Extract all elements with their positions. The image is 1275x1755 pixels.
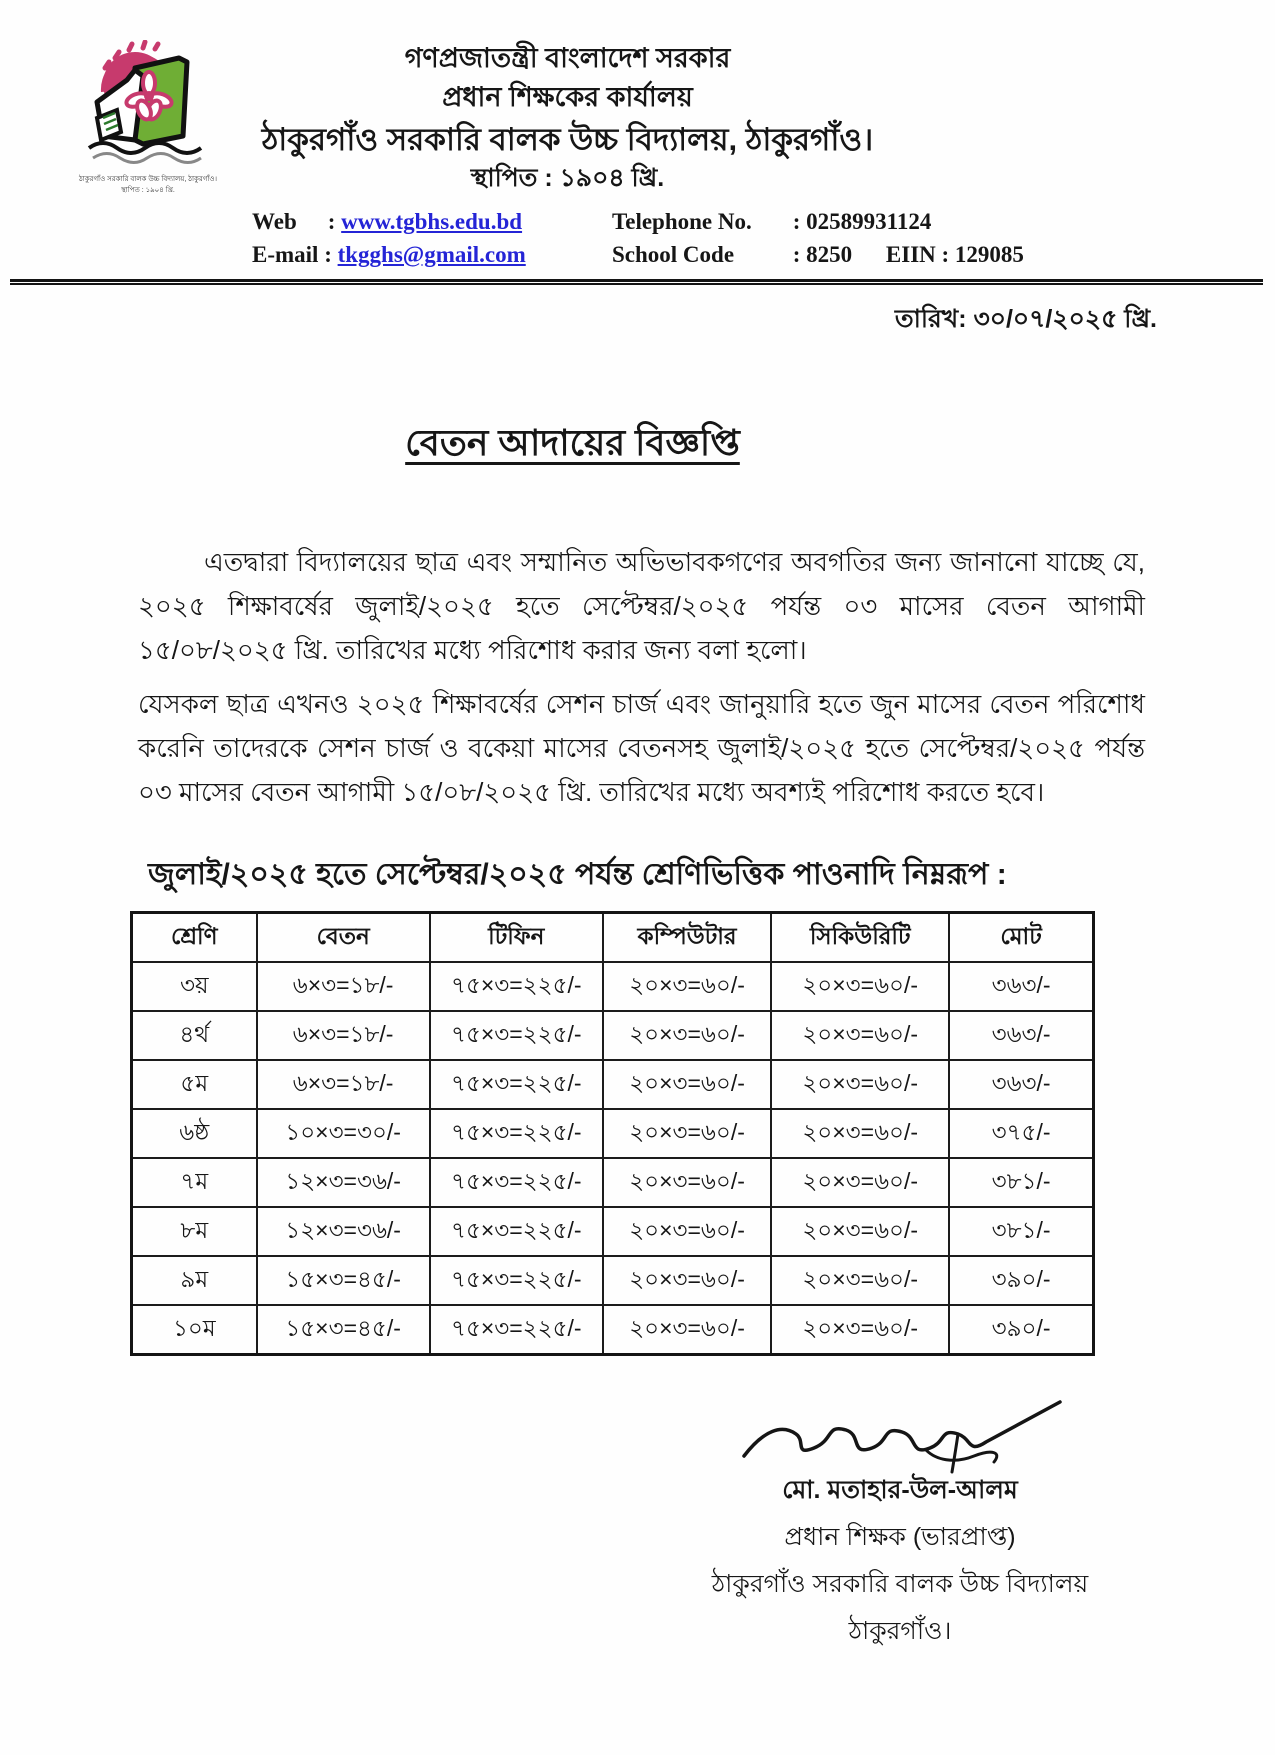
- table-row: [132, 1011, 1094, 1060]
- logo-caption-line1: ঠাকুরগাঁও সরকারি বালক উচ্চ বিদ্যালয়, ঠাকুরগাঁও।: [78, 176, 218, 183]
- fees-table-body: [132, 962, 1094, 1355]
- table-row: [132, 1256, 1094, 1305]
- header-row: [132, 912, 1094, 962]
- table-cell: ২০×৩=৬০/-: [603, 1011, 771, 1060]
- school-code-label: School Code: [612, 241, 735, 267]
- school-code-value: : 8250: [792, 241, 853, 267]
- phone-row: [612, 205, 1024, 238]
- signer-designation: প্রধান শিক্ষক (ভারপ্রাপ্ত): [784, 1522, 1016, 1551]
- table-cell: ১০ম: [132, 1305, 257, 1355]
- table-cell: ২০×৩=৬০/-: [771, 1060, 949, 1109]
- table-cell: ১৫×৩=৪৫/-: [257, 1305, 430, 1355]
- email-link[interactable]: tkgghs@gmail.com: [337, 241, 526, 267]
- signer-school: ঠাকুরগাঁও সরকারি বালক উচ্চ বিদ্যালয়: [711, 1569, 1089, 1598]
- table-cell: ৭ম: [132, 1158, 257, 1207]
- table-cell: ২০×৩=৬০/-: [771, 1011, 949, 1060]
- header-divider: [10, 279, 1263, 285]
- signer-name: মো. মতাহার-উল-আলম: [782, 1475, 1018, 1504]
- school-name: ঠাকুরগাঁও সরকারি বালক উচ্চ বিদ্যালয়, ঠাকুরগাঁও।: [261, 121, 874, 157]
- phone-label: Telephone No.: [612, 208, 752, 234]
- table-cell: ২০×৩=৬০/-: [603, 1207, 771, 1256]
- table-cell: ২০×৩=৬০/-: [603, 1158, 771, 1207]
- table-cell: ৩৯০/-: [949, 1256, 1093, 1305]
- table-cell: ৭৫×৩=২২৫/-: [430, 962, 603, 1011]
- table-cell: ৩৭৫/-: [949, 1109, 1093, 1158]
- column-header: শ্রেণি: [132, 912, 257, 962]
- table-cell: ৩৬৩/-: [949, 962, 1093, 1011]
- notice-body: [138, 540, 1145, 814]
- table-cell: ৬×৩=১৮/-: [257, 962, 430, 1011]
- table-cell: ৩৬৩/-: [949, 1060, 1093, 1109]
- logo-caption-line2: স্থাপিত : ১৯০৪ খ্রি.: [121, 187, 175, 194]
- date-line: তারিখ: ৩০/০৭/২০২৫ খ্রি.: [894, 304, 1157, 333]
- table-cell: ৩৮১/-: [949, 1207, 1093, 1256]
- email-label: E-mail :: [252, 241, 332, 267]
- table-cell: ৭৫×৩=২২৫/-: [430, 1060, 603, 1109]
- table-row: [132, 1305, 1094, 1355]
- web-separator: :: [327, 208, 336, 234]
- table-cell: ৭৫×৩=২২৫/-: [430, 1305, 603, 1355]
- table-cell: ১২×৩=৩৬/-: [257, 1158, 430, 1207]
- column-header: টিফিন: [430, 912, 603, 962]
- table-cell: ২০×৩=৬০/-: [603, 1060, 771, 1109]
- table-cell: ২০×৩=৬০/-: [603, 1109, 771, 1158]
- paragraph-2: যেসকল ছাত্র এখনও ২০২৫ শিক্ষাবর্ষের সেশন চার্জ এবং জানুয়ারি হতে জুন মাসের বেতন পরিশোধ করেনি তাদেরকে সেশন চার্জ ও বকেয়া মাসের বেতনসহ জুলাই/২০২৫ হতে সেপ্টেম্বর/২০২৫ পর্যন্ত ০৩ মাসের বেতন আগামী ১৫/০৮/২০২৫ খ্রি. তারিখের মধ্যে অবশ্যই পরিশোধ করতে হবে।: [138, 688, 1145, 807]
- fees-table-header: [132, 912, 1094, 962]
- table-cell: ৭৫×৩=২২৫/-: [430, 1158, 603, 1207]
- table-row: [132, 1060, 1094, 1109]
- table-cell: ৩৯০/-: [949, 1305, 1093, 1355]
- table-cell: ১০×৩=৩০/-: [257, 1109, 430, 1158]
- table-cell: ৪র্থ: [132, 1011, 257, 1060]
- website-link[interactable]: www.tgbhs.edu.bd: [341, 208, 523, 234]
- table-cell: ৬×৩=১৮/-: [257, 1060, 430, 1109]
- column-header: কম্পিউটার: [603, 912, 771, 962]
- column-header: মোট: [949, 912, 1093, 962]
- table-cell: ৬ষ্ঠ: [132, 1109, 257, 1158]
- table-cell: ২০×৩=৬০/-: [771, 1109, 949, 1158]
- email-row: [252, 238, 612, 271]
- school-logo-icon: [83, 40, 213, 168]
- table-cell: ৩৮১/-: [949, 1158, 1093, 1207]
- signature-block: [685, 1390, 1115, 1654]
- table-row: [132, 962, 1094, 1011]
- school-code-row: [612, 238, 1024, 271]
- table-cell: ২০×৩=৬০/-: [771, 1305, 949, 1355]
- table-cell: ৯ম: [132, 1256, 257, 1305]
- government-name: গণপ্রজাতন্ত্রী বাংলাদেশ সরকার: [404, 43, 731, 73]
- table-cell: ২০×৩=৬০/-: [603, 1305, 771, 1355]
- column-header: বেতন: [257, 912, 430, 962]
- web-row: [252, 205, 612, 238]
- web-label: Web: [252, 208, 297, 234]
- table-cell: ৭৫×৩=২২৫/-: [430, 1207, 603, 1256]
- phone-value: : 02589931124: [792, 208, 932, 234]
- column-header: সিকিউরিটি: [771, 912, 949, 962]
- table-cell: ৮ম: [132, 1207, 257, 1256]
- paragraph-1: এতদ্বারা বিদ্যালয়ের ছাত্র এবং সম্মানিত অভিভাবকগণের অবগতির জন্য জানানো যাচ্ছে যে, ২০২৫ শিক্ষাবর্ষের জুলাই/২০২৫ হতে সেপ্টেম্বর/২০২৫ পর্যন্ত ০৩ মাসের বেতন আগামী ১৫/০৮/২০২৫ খ্রি. তারিখের মধ্যে পরিশোধ করার জন্য বলা হলো।: [138, 546, 1145, 665]
- table-cell: ২০×৩=৬০/-: [771, 1158, 949, 1207]
- table-cell: ১২×৩=৩৬/-: [257, 1207, 430, 1256]
- table-cell: ২০×৩=৬০/-: [603, 1256, 771, 1305]
- table-cell: ৭৫×৩=২২৫/-: [430, 1109, 603, 1158]
- contact-block: [0, 205, 1275, 271]
- table-cell: ৩য়: [132, 962, 257, 1011]
- eiin-value: EIIN : 129085: [885, 241, 1024, 267]
- office-name: প্রধান শিক্ষকের কার্যালয়: [442, 81, 693, 112]
- table-row: [132, 1109, 1094, 1158]
- fees-table-caption: জুলাই/২০২৫ হতে সেপ্টেম্বর/২০২৫ পর্যন্ত শ্রেণিভিত্তিক পাওনাদি নিম্নরূপ :: [148, 857, 1007, 891]
- table-cell: ২০×৩=৬০/-: [771, 1207, 949, 1256]
- table-row: [132, 1158, 1094, 1207]
- signer-place: ঠাকুরগাঁও।: [848, 1616, 952, 1645]
- school-logo: [58, 40, 238, 195]
- table-cell: ৫ম: [132, 1060, 257, 1109]
- table-cell: ৭৫×৩=২২৫/-: [430, 1256, 603, 1305]
- established-line: স্থাপিত : ১৯০৪ খ্রি.: [470, 164, 665, 193]
- table-cell: ১৫×৩=৪৫/-: [257, 1256, 430, 1305]
- table-cell: ৩৬৩/-: [949, 1011, 1093, 1060]
- table-row: [132, 1207, 1094, 1256]
- table-cell: ২০×৩=৬০/-: [771, 1256, 949, 1305]
- fees-table: [130, 911, 1095, 1356]
- table-cell: ২০×৩=৬০/-: [771, 962, 949, 1011]
- handwritten-signature: [730, 1390, 1070, 1476]
- table-cell: ৭৫×৩=২২৫/-: [430, 1011, 603, 1060]
- table-cell: ২০×৩=৬০/-: [603, 962, 771, 1011]
- table-cell: ৬×৩=১৮/-: [257, 1011, 430, 1060]
- notice-title: বেতন আদায়ের বিজ্ঞপ্তি: [405, 421, 740, 463]
